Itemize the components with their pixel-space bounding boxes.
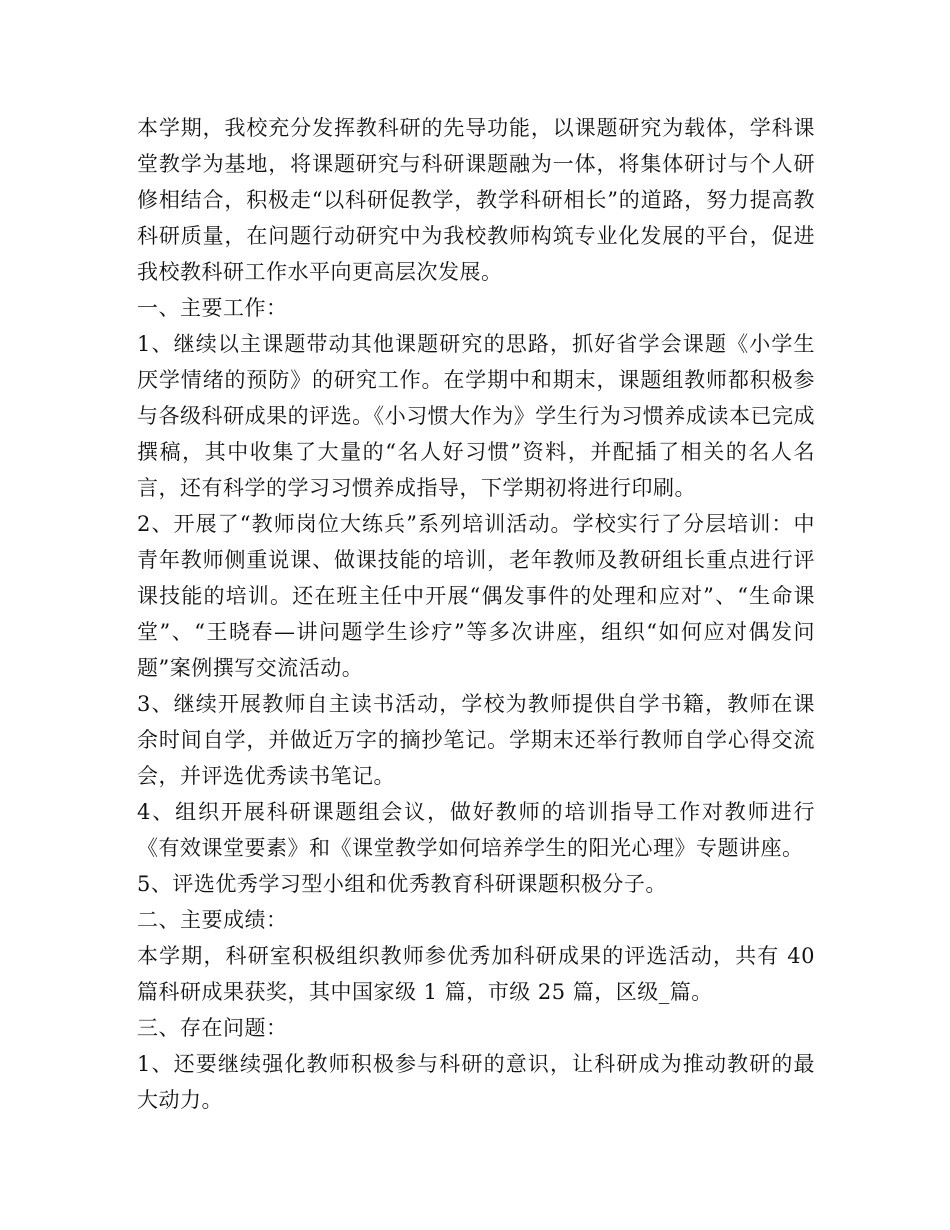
problem-item-1: 1、还要继续强化教师积极参与科研的意识，让科研成为推动教研的最大动力。 <box>137 1052 815 1112</box>
work-item-1: 1、继续以主课题带动其他课题研究的思路，抓好省学会课题《小学生厌学情绪的预防》的研究工作。在学期中和期末，课题组教师都积极参与各级科研成果的评选。《小习惯大作为》学生行为习惯养成读本已完成撰稿，其中收集了大量的“名人好习惯”资料，并配插了相关的名人名言，还有科学的学习习惯养成指导，下学期初将进行印刷。 <box>137 332 815 500</box>
work-item-4: 4、组织开展科研课题组会议，做好教师的培训指导工作对教师进行《有效课堂要素》和《课堂教学如何培养学生的阳光心理》专题讲座。 <box>137 800 815 860</box>
work-item-5: 5、评选优秀学习型小组和优秀教育科研课题积极分子。 <box>137 872 667 896</box>
section-heading-achievements: 二、主要成绩： <box>137 908 288 932</box>
achievements-paragraph: 本学期，科研室积极组织教师参优秀加科研成果的评选活动，共有 40 篇科研成果获奖，其中国家级 1 篇，市级 25 篇，区级_篇。 <box>137 944 815 1004</box>
work-item-2: 2、开展了“教师岗位大练兵”系列培训活动。学校实行了分层培训：中青年教师侧重说课、做课技能的培训，老年教师及教研组长重点进行评课技能的培训。还在班主任中开展“偶发事件的处理和应对”、“生命课堂”、“王晓春—讲问题学生诊疗”等多次讲座，组织“如何应对偶发问题”案例撰写交流活动。 <box>137 512 815 680</box>
work-item-3: 3、继续开展教师自主读书活动，学校为教师提供自学书籍，教师在课余时间自学，并做近万字的摘抄笔记。学期末还举行教师自学心得交流会，并评选优秀读书笔记。 <box>137 692 815 788</box>
document-body <box>137 110 815 1118</box>
section-heading-main-work: 一、主要工作： <box>137 296 288 320</box>
section-heading-problems: 三、存在问题： <box>137 1016 288 1040</box>
intro-paragraph: 本学期，我校充分发挥教科研的先导功能，以课题研究为载体，学科课堂教学为基地，将课题研究与科研课题融为一体，将集体研讨与个人研修相结合，积极走“以科研促教学，教学科研相长”的道路，努力提高教科研质量，在问题行动研究中为我校教师构筑专业化发展的平台，促进我校教科研工作水平向更高层次发展。 <box>137 116 815 284</box>
